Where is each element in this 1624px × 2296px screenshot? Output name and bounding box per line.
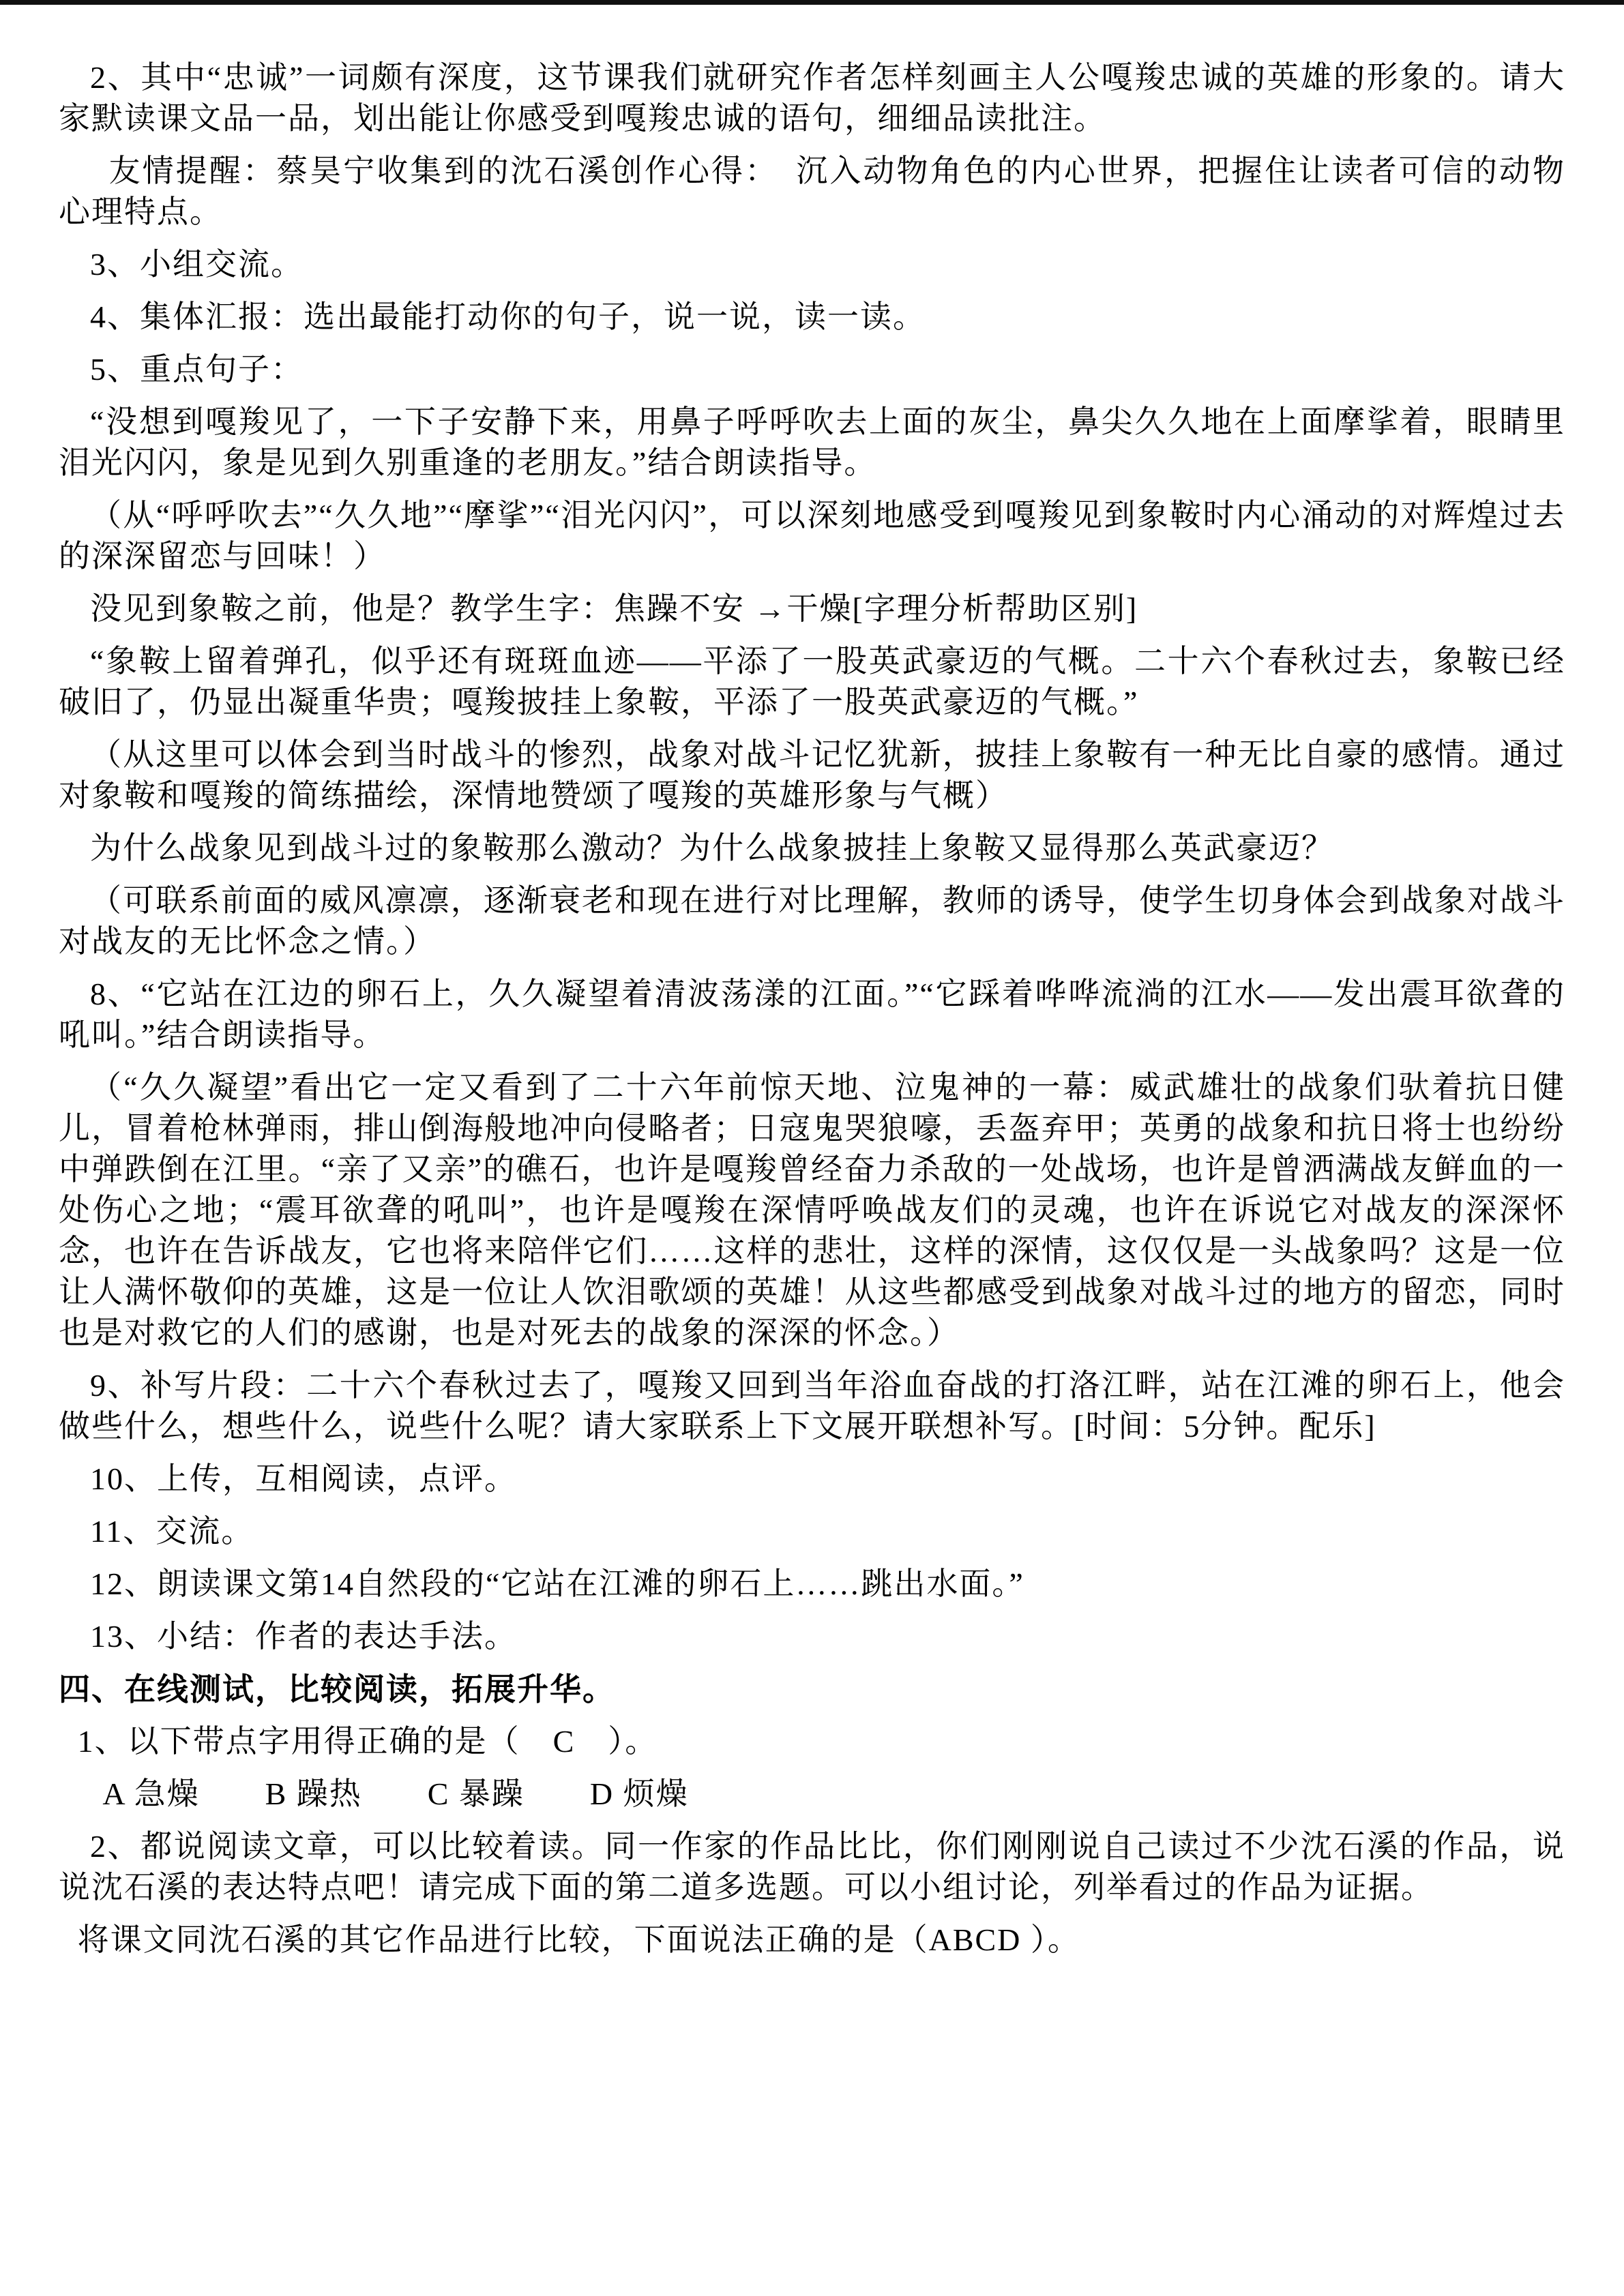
para-step8-river-quotes: 8、“它站在江边的卵石上，久久凝望着清波荡漾的江面。”“它踩着哗哗流淌的江水——发出震耳欲聋的吼叫。”结合朗读指导。	[59, 976, 1565, 1052]
para-step12-read-paragraph14: 12、朗读课文第14自然段的“它站在江滩的卵石上……跳出水面。”	[90, 1566, 1024, 1601]
heading-section4-online-test: 四、在线测试，比较阅读，拓展升华。	[59, 1671, 615, 1707]
para-friendly-reminder: 友情提醒：蔡昊宁收集到的沈石溪创作心得： 沉入动物角色的内心世界，把握住让读者可信的动物心理特点。	[59, 153, 1565, 229]
para-step3-group-exchange: 3、小组交流。	[90, 247, 304, 282]
para-step5-key-sentences: 5、重点句子：	[90, 352, 304, 387]
page-top-edge	[0, 0, 1624, 5]
para-quiz2-multiselect: 将课文同沈石溪的其它作品进行比较，下面说法正确的是（ABCD ）。	[77, 1922, 1080, 1957]
para-quiz1-options: A 急燥 B 躁热 C 暴躁 D 烦燥	[102, 1776, 689, 1811]
para-step11-exchange: 11、交流。	[90, 1514, 254, 1549]
para-step4-collective-report: 4、集体汇报：选出最能打动你的句子，说一说，读一读。	[90, 299, 926, 334]
para-note-battle-memory: （从这里可以体会到当时战斗的惨烈，战象对战斗记忆犹新，披挂上象鞍有一种无比自豪的感情。通过对象鞍和嘎羧的简练描绘，深情地赞颂了嘎羧的英雄形象与气概）	[59, 737, 1565, 813]
para-question-why-excited: 为什么战象见到战斗过的象鞍那么激动？为什么战象披挂上象鞍又显得那么英武豪迈？	[90, 831, 1334, 865]
para-note-contrast-guidance: （可联系前面的威风凛凛，逐渐衰老和现在进行对比理解，教师的诱导，使学生切身体会到战象对战斗对战友的无比怀念之情。）	[59, 883, 1565, 959]
para-step10-upload-review: 10、上传，互相阅读，点评。	[90, 1461, 517, 1496]
para-quote-saddle-heroic: “象鞍上留着弹孔，似乎还有斑斑血迹——平添了一股英武豪迈的气概。二十六个春秋过去，象鞍已经破旧了，仍显出凝重华贵；嘎羧披挂上象鞍，平添了一股英武豪迈的气概。”	[59, 644, 1565, 719]
para-quiz1-question: 1、以下带点字用得正确的是（ C ）。	[77, 1724, 658, 1759]
para-teach-characters: 没见到象鞍之前，他是？教学生字：焦躁不安 →干燥[字理分析帮助区别]	[90, 591, 1138, 626]
para-note-reunion-analysis: （从“呼呼吹去”“久久地”“摩挲”“泪光闪闪”，可以深刻地感受到嘎羧见到象鞍时内心涌动的对辉煌过去的深深留恋与回味！）	[59, 498, 1565, 573]
para-step9-writing-task: 9、补写片段：二十六个春秋过去了，嘎羧又回到当年浴血奋战的打洛江畔，站在江滩的卵石上，他会做些什么，想些什么，说些什么呢？请大家联系上下文展开联想补写。[时间：5分钟。配乐]	[59, 1368, 1565, 1444]
para-step2-loyalty-focus: 2、其中“忠诚”一词颇有深度，这节课我们就研究作者怎样刻画主人公嘎羧忠诚的英雄的形象的。请大家默读课文品一品，划出能让你感受到嘎羧忠诚的语句，细细品读批注。	[59, 60, 1565, 136]
para-quiz2-compare-reading: 2、都说阅读文章，可以比较着读。同一作家的作品比比，你们刚刚说自己读过不少沈石溪的作品，说说沈石溪的表达特点吧！请完成下面的第二道多选题。可以小组讨论，列举看过的作品为证据。	[59, 1829, 1565, 1905]
para-quote-saddle-reunion: “没想到嘎羧见了，一下子安静下来，用鼻子呼呼吹去上面的灰尘，鼻尖久久地在上面摩挲着，眼睛里泪光闪闪，象是见到久别重逢的老朋友。”结合朗读指导。	[59, 404, 1565, 480]
para-step13-summary: 13、小结：作者的表达手法。	[90, 1619, 517, 1654]
para-note-river-analysis: （“久久凝望”看出它一定又看到了二十六年前惊天地、泣鬼神的一幕：威武雄壮的战象们驮着抗日健儿，冒着枪林弹雨，排山倒海般地冲向侵略者；日寇鬼哭狼嚎，丢盔弃甲；英勇的战象和抗日将士也纷纷中弹跌倒在江里。“亲了又亲”的礁石，也许是嘎羧曾经奋力杀敌的一处战场，也许是曾洒满战友鲜血的一处伤心之地；“震耳欲聋的吼叫”，也许是嘎羧在深情呼唤战友们的灵魂，也许在诉说它对战友的深深怀念，也许在告诉战友，它也将来陪伴它们……这样的悲壮，这样的深情，这仅仅是一头战象吗？这是一位让人满怀敬仰的英雄，这是一位让人饮泪歌颂的英雄！从这些都感受到战象对战斗过的地方的留恋，同时也是对救它的人们的感谢，也是对死去的战象的深深的怀念。）	[59, 1070, 1565, 1350]
